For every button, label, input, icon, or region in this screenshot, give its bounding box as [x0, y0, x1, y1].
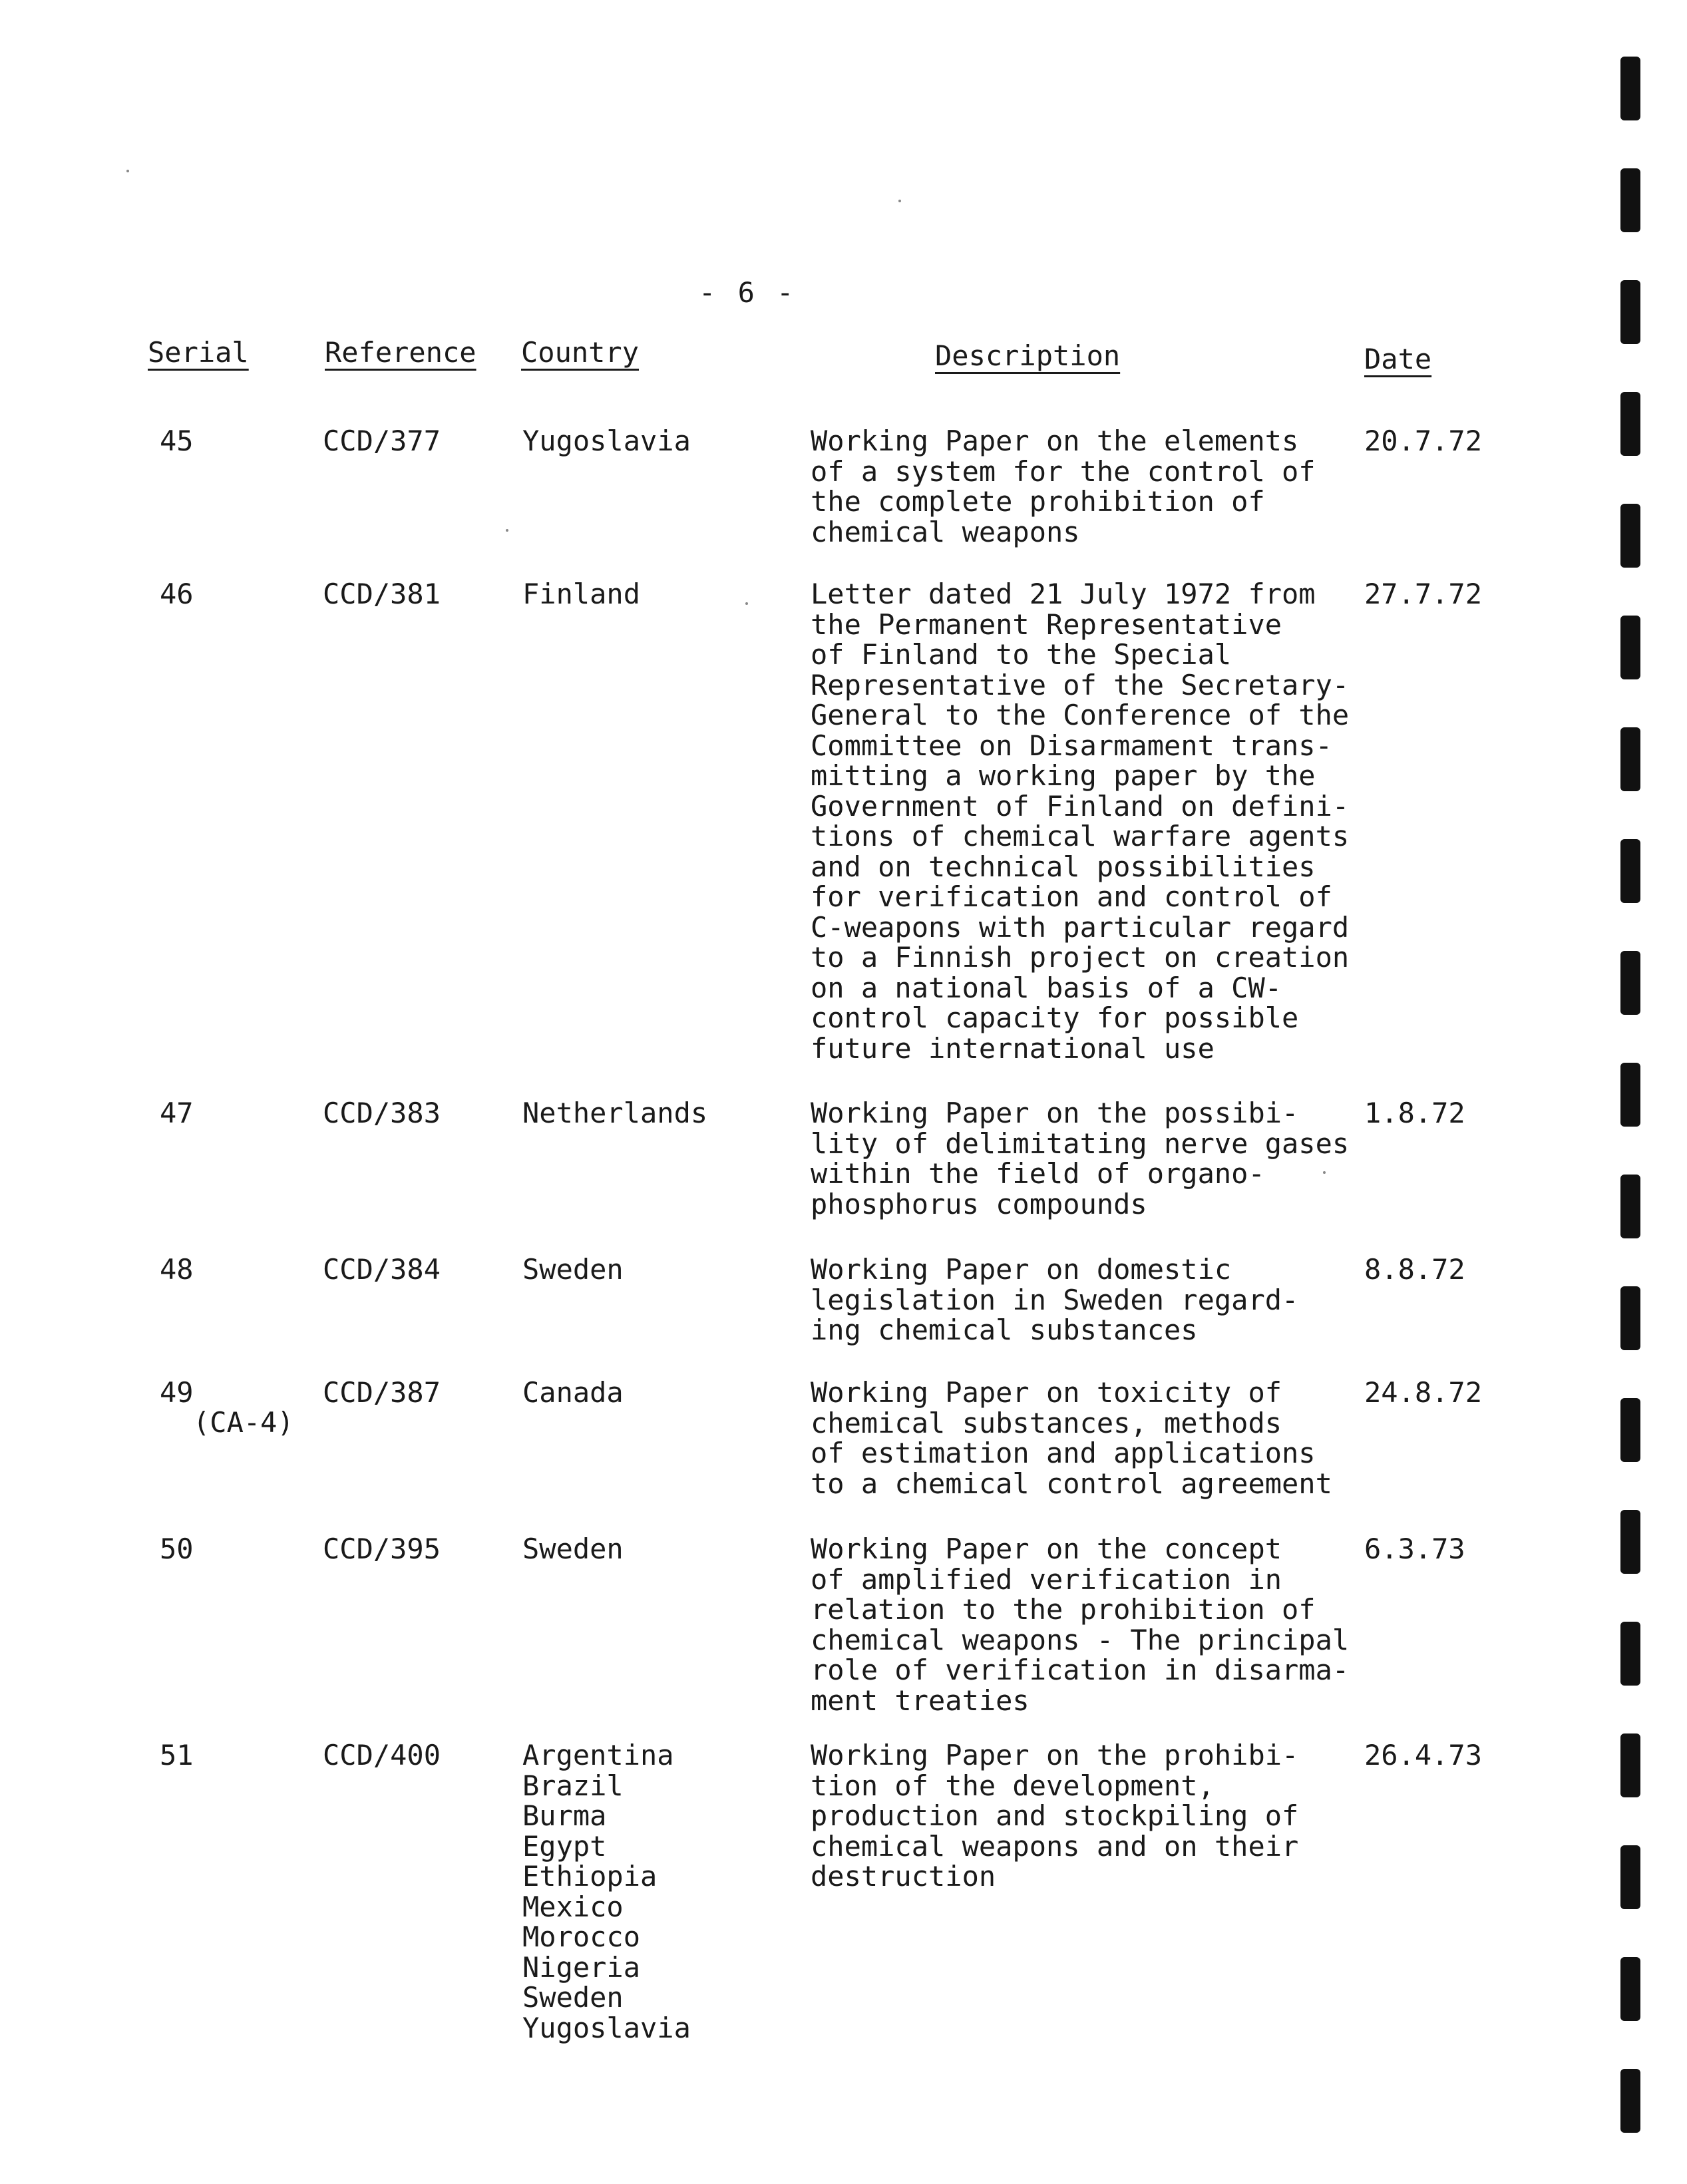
- description-line: the Permanent Representative: [811, 608, 1282, 641]
- binding-mark: [1620, 1063, 1640, 1127]
- date-cell: 1.8.72: [1364, 1097, 1465, 1129]
- country-name: Egypt: [522, 1829, 607, 1863]
- country-cell: [522, 1377, 624, 1408]
- country-cell: [522, 1098, 707, 1129]
- scan-speck: [1323, 1171, 1326, 1174]
- date-cell: 27.7.72: [1364, 578, 1483, 610]
- serial-cell: 51: [160, 1739, 194, 1771]
- reference-cell: CCD/377: [323, 425, 441, 457]
- binding-mark: [1620, 1286, 1640, 1350]
- country-cell: [522, 1254, 624, 1285]
- serial-cell: 45: [160, 425, 194, 457]
- reference-cell: CCD/395: [323, 1533, 441, 1565]
- description-cell: [811, 426, 1316, 547]
- page-number: - 6 -: [699, 276, 797, 309]
- binding-mark: [1620, 1175, 1640, 1238]
- description-line: relation to the prohibition of: [811, 1593, 1316, 1626]
- binding-mark: [1620, 839, 1640, 903]
- description-line: Working Paper on the possibi-: [811, 1097, 1299, 1129]
- country-cell: [522, 579, 640, 610]
- country-name: Brazil: [522, 1769, 624, 1802]
- description-cell: [811, 1740, 1298, 1892]
- description-line: chemical substances, methods: [811, 1406, 1282, 1439]
- description-cell: [811, 1377, 1332, 1499]
- description-cell: [811, 1098, 1349, 1219]
- description-line: Committee on Disarmament trans-: [811, 729, 1332, 762]
- description-line: to a chemical control agreement: [811, 1467, 1332, 1500]
- binding-mark: [1620, 1845, 1640, 1909]
- reference-cell: CCD/400: [323, 1739, 441, 1771]
- description-cell: [811, 1534, 1349, 1716]
- binding-mark: [1620, 392, 1640, 456]
- date-cell: 8.8.72: [1364, 1253, 1465, 1286]
- reference-cell: CCD/387: [323, 1376, 441, 1409]
- description-line: production and stockpiling of: [811, 1799, 1299, 1832]
- description-cell: [811, 579, 1349, 1063]
- description-line: Working Paper on domestic: [811, 1253, 1232, 1286]
- country-name: Sweden: [522, 1981, 624, 2014]
- description-line: chemical weapons: [811, 515, 1080, 548]
- country-name: Netherlands: [522, 1097, 708, 1129]
- description-line: tions of chemical warfare agents: [811, 820, 1350, 852]
- country-cell: [522, 1534, 624, 1564]
- description-line: lity of delimitating nerve gases: [811, 1127, 1350, 1160]
- binding-mark: [1620, 1733, 1640, 1797]
- serial-cell: 48: [160, 1253, 194, 1286]
- reference-cell: CCD/384: [323, 1253, 441, 1286]
- date-cell: 26.4.73: [1364, 1739, 1483, 1771]
- description-line: tion of the development,: [811, 1769, 1215, 1802]
- description-line: for verification and control of: [811, 880, 1332, 913]
- description-line: phosphorus compounds: [811, 1187, 1147, 1220]
- header-serial: Serial: [148, 336, 249, 369]
- country-name: Ethiopia: [522, 1860, 657, 1893]
- binding-mark: [1620, 1622, 1640, 1686]
- description-line: destruction: [811, 1860, 996, 1893]
- description-line: Working Paper on toxicity of: [811, 1376, 1282, 1409]
- binding-mark: [1620, 504, 1640, 568]
- reference-cell: CCD/381: [323, 578, 441, 610]
- serial-cell: 49: [160, 1376, 194, 1409]
- description-line: future international use: [811, 1031, 1215, 1065]
- country-name: Yugoslavia: [522, 2011, 691, 2044]
- binding-mark: [1620, 168, 1640, 232]
- country-name: Sweden: [522, 1533, 624, 1565]
- description-line: chemical weapons and on their: [811, 1829, 1299, 1863]
- description-line: ing chemical substances: [811, 1314, 1198, 1346]
- description-line: mitting a working paper by the: [811, 759, 1316, 792]
- reference-cell: CCD/383: [323, 1097, 441, 1129]
- description-line: Representative of the Secretary-: [811, 668, 1350, 701]
- description-line: ment treaties: [811, 1684, 1030, 1717]
- description-line: role of verification in disarma-: [811, 1654, 1350, 1686]
- header-reference: Reference: [325, 336, 476, 369]
- description-line: chemical weapons - The principal: [811, 1623, 1350, 1656]
- binding-mark: [1620, 2069, 1640, 2133]
- description-line: of estimation and applications: [811, 1437, 1316, 1469]
- description-line: of Finland to the Special: [811, 638, 1232, 671]
- description-line: and on technical possibilities: [811, 850, 1316, 883]
- scan-speck: [745, 602, 748, 605]
- description-line: legislation in Sweden regard-: [811, 1283, 1299, 1316]
- description-cell: [811, 1254, 1298, 1346]
- description-line: to a Finnish project on creation: [811, 941, 1350, 974]
- description-line: of amplified verification in: [811, 1562, 1282, 1596]
- description-line: Working Paper on the concept: [811, 1533, 1282, 1565]
- date-cell: 20.7.72: [1364, 425, 1483, 457]
- binding-mark: [1620, 1957, 1640, 2021]
- header-description: Description: [935, 339, 1121, 372]
- description-line: on a national basis of a CW-: [811, 971, 1282, 1004]
- date-cell: 6.3.73: [1364, 1533, 1465, 1565]
- binding-mark: [1620, 1398, 1640, 1462]
- description-line: Working Paper on the elements: [811, 425, 1299, 457]
- binding-mark: [1620, 280, 1640, 344]
- scan-speck: [898, 200, 901, 202]
- scan-speck: [506, 529, 508, 532]
- serial-cell: 46: [160, 578, 194, 610]
- description-line: within the field of organo-: [811, 1157, 1265, 1190]
- binding-mark: [1620, 727, 1640, 791]
- date-cell: 24.8.72: [1364, 1376, 1483, 1409]
- description-line: of a system for the control of: [811, 455, 1316, 488]
- binding-mark: [1620, 616, 1640, 679]
- description-line: General to the Conference of the: [811, 699, 1350, 731]
- serial-cell: 47: [160, 1097, 194, 1129]
- header-date: Date: [1364, 343, 1432, 375]
- description-line: control capacity for possible: [811, 1001, 1299, 1034]
- description-line: Government of Finland on defini-: [811, 789, 1350, 822]
- header-country: Country: [521, 336, 640, 369]
- country-cell: [522, 426, 691, 456]
- serial-cell: 50: [160, 1533, 194, 1565]
- country-name: Sweden: [522, 1253, 624, 1286]
- country-name: Mexico: [522, 1890, 624, 1923]
- country-name: Nigeria: [522, 1950, 641, 1984]
- description-line: Letter dated 21 July 1972 from: [811, 578, 1316, 610]
- country-name: Morocco: [522, 1920, 641, 1953]
- country-name: Burma: [522, 1799, 607, 1832]
- scan-speck: [126, 170, 129, 172]
- binding-mark: [1620, 1510, 1640, 1574]
- country-cell: [522, 1740, 691, 2043]
- description-line: Working Paper on the prohibi-: [811, 1739, 1299, 1771]
- binding-mark: [1620, 951, 1640, 1015]
- serial-sub-cell: (CA-4): [193, 1406, 294, 1439]
- description-line: the complete prohibition of: [811, 485, 1265, 518]
- country-name: Argentina: [522, 1739, 674, 1771]
- country-name: Canada: [522, 1376, 624, 1409]
- description-line: C-weapons with particular regard: [811, 910, 1350, 944]
- country-name: Finland: [522, 578, 641, 610]
- country-name: Yugoslavia: [522, 425, 691, 457]
- binding-mark: [1620, 57, 1640, 120]
